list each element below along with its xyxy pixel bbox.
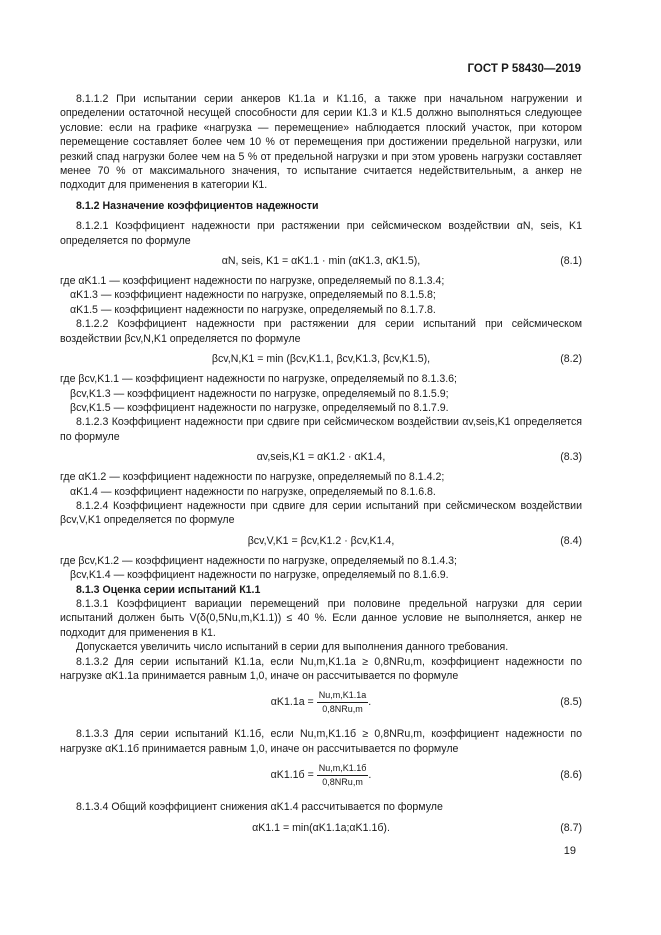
numerator: Nu,m,K1.1a (317, 689, 369, 703)
heading-8-1-2: 8.1.2 Назначение коэффициентов надежности (76, 199, 319, 212)
equation-8-1 (60, 248, 582, 274)
formula-lhs: αK1.1a = (270, 696, 314, 709)
where-line: βcv,K1.3 — коэффициент надежности по нагрузке, определяемый по 8.1.5.9; (70, 387, 449, 400)
fraction (317, 762, 369, 789)
equation-8-7 (60, 815, 582, 841)
denominator: 0,8NRu,m (322, 703, 363, 714)
equation-8-3 (60, 444, 582, 470)
where-line: где βcv,K1.2 — коэффициент надежности по нагрузке, определяемый по 8.1.4.3; (60, 554, 457, 567)
paragraph-8-1-3-1: 8.1.3.1 Коэффициент вариации перемещений при половине предельной нагрузки для серии испытаний должен быть V(δ(0,5Nu,m,K1.1)) ≤ 40 %. Если данное условие не выполняется, анкер не подходит для применения в К1. (60, 597, 582, 639)
heading-8-1-3: 8.1.3 Оценка серии испытаний К1.1 (76, 583, 261, 596)
where-line: αK1.3 — коэффициент надежности по нагрузке, определяемый по 8.1.5.8; (70, 289, 436, 302)
where-line: где βcv,K1.1 — коэффициент надежности по нагрузке, определяемый по 8.1.3.6; (60, 373, 457, 386)
equation-8-5: αK1.1a = $\frac{Nu,m,K1.1a}{\text{0,8NRu,m}}$ . (8.5) (270, 689, 582, 714)
paragraph-8-1-3-2: 8.1.3.2 Для серии испытаний К1.1а, если Nu,m,K1.1a ≥ 0,8NRu,m, коэффициент надежности по нагрузке αK1.1a принимается равным 1,0, иначе он рассчитывается по формуле (60, 655, 582, 682)
paragraph-8-1-3-4: 8.1.3.4 Общий коэффициент снижения αK1.4 рассчитывается по формуле (76, 801, 443, 814)
formula: αK1.1 = min(αK1.1a;αK1.1б). (252, 821, 390, 834)
fraction (317, 689, 369, 716)
where-line: αK1.5 — коэффициент надежности по нагрузке, определяемый по 8.1.7.8. (70, 303, 436, 316)
document-header: ГОСТ Р 58430—2019 (467, 63, 581, 75)
paragraph-8-1-1-2: 8.1.1.2 При испытании серии анкеров К1.1а и К1.1б, а также при начальном нагружении и определении остаточной несущей способности для серии К1.3 и К1.5 должно выполняться следующее условие: если на графике «нагрузка — перемещение» наблюдается плоский участок, при котором перемещение составляет более чем 10 % от перемещения при достижении предельной нагрузки, или резкий спад нагрузки более чем на 5 % от предельной нагрузки и при этом уровень нагрузки составляет менее 70 % от максимального значения, то испытание считается недействительным, а анкер не подходит для применения в категории К1. (60, 93, 582, 192)
paragraph-allow: Допускается увеличить число испытаний в серии для выполнения данного требования. (76, 641, 509, 654)
formula: αv,seis,K1 = αK1.2 · αK1.4, (256, 451, 386, 464)
paragraph-8-1-2-3: 8.1.2.3 Коэффициент надежности при сдвиге при сейсмическом воздействии αv,seis,K1 определяется по формуле (60, 416, 582, 443)
formula: αN, seis, K1 = αK1.1 · min (αK1.3, αK1.5), (221, 255, 421, 268)
equation-number: (8.6) (560, 769, 582, 782)
equation-8-2 (60, 346, 582, 372)
where-line: βcv,K1.4 — коэффициент надежности по нагрузке, определяемый по 8.1.6.9. (70, 569, 449, 582)
equation-number: (8.3) (560, 451, 582, 464)
formula: βcv,V,K1 = βcv,K1.2 · βcv,K1.4, (247, 534, 395, 547)
equation-8-4 (60, 528, 582, 554)
where-line: где αK1.1 — коэффициент надежности по нагрузке, определяемый по 8.1.3.4; (60, 275, 445, 288)
page-number: 19 (563, 845, 576, 857)
equation-number: (8.7) (560, 821, 582, 834)
paragraph-8-1-2-1: 8.1.2.1 Коэффициент надежности при растяжении при сейсмическом воздействии αN, seis, K1 определяется по формуле (60, 220, 582, 247)
equation-number: (8.4) (560, 534, 582, 547)
equation-number: (8.5) (560, 696, 582, 709)
where-line: где αK1.2 — коэффициент надежности по нагрузке, определяемый по 8.1.4.2; (60, 471, 445, 484)
formula: βcv,N,K1 = min (βcv,K1.1, βcv,K1.3, βcv,K1.5), (211, 353, 431, 366)
document-body (60, 92, 582, 841)
equation-number: (8.1) (560, 255, 582, 268)
where-line: αK1.4 — коэффициент надежности по нагрузке, определяемый по 8.1.6.8. (70, 485, 436, 498)
denominator: 0,8NRu,m (322, 776, 363, 787)
where-line: βcv,K1.5 — коэффициент надежности по нагрузке, определяемый по 8.1.7.9. (70, 401, 449, 414)
formula-lhs: αK1.1б = (270, 769, 314, 782)
paragraph-8-1-2-2: 8.1.2.2 Коэффициент надежности при растяжении для серии испытаний при сейсмическом воздействии βcv,N,K1 определяется по формуле (60, 318, 582, 345)
equation-number: (8.2) (560, 353, 582, 366)
equation-8-6: αK1.1б = $\frac{Nu,m,K1.1б}{\text{0,8NRu,m}}$ . (8.6) (270, 762, 582, 787)
paragraph-8-1-3-3: 8.1.3.3 Для серии испытаний К1.1б, если Nu,m,K1.1б ≥ 0,8NRu,m, коэффициент надежности по нагрузке αK1.1б принимается равным 1,0, иначе он рассчитывается по формуле (60, 728, 582, 755)
paragraph-8-1-2-4: 8.1.2.4 Коэффициент надежности при сдвиге для серии испытаний при сейсмическом воздействии βcv,V,K1 определяется по формуле (60, 499, 582, 527)
numerator: Nu,m,K1.1б (317, 762, 369, 776)
